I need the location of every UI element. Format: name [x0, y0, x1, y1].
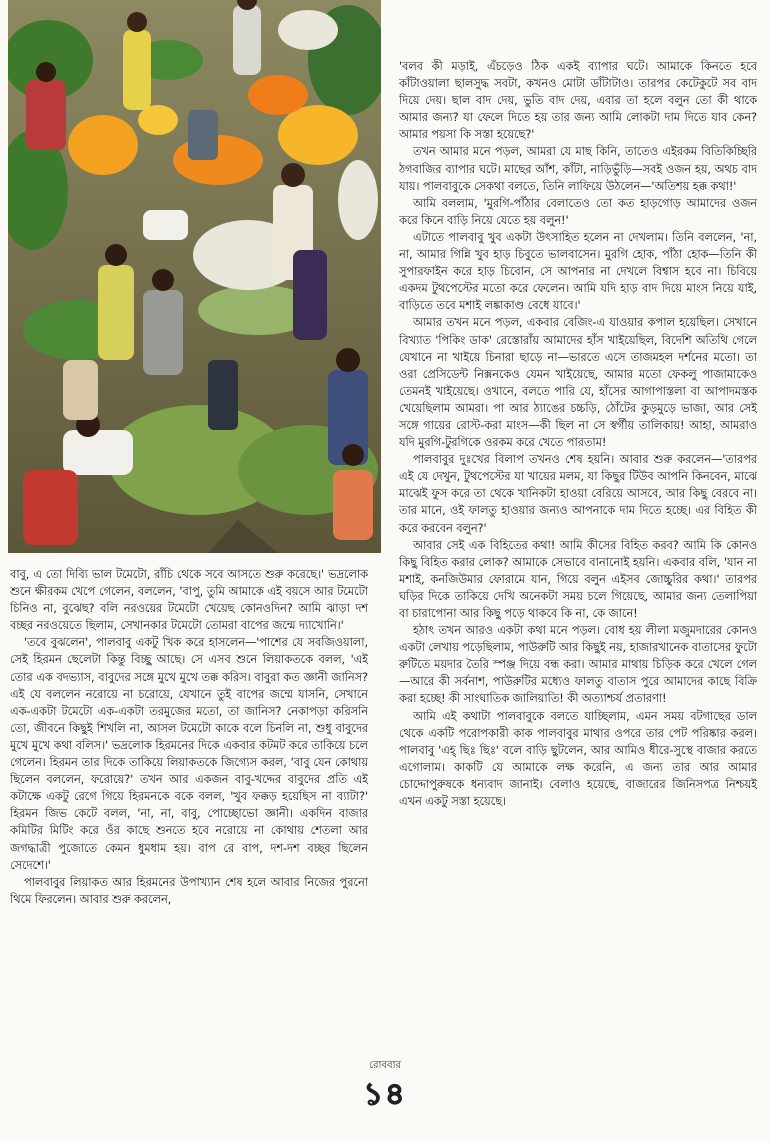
right-paragraph-4: এটাতে পালবাবু খুব একটা উৎসাহিত হলেন না দেখলাম। তিনি বললেন, 'না, না, আমার গিন্নি খুব হাড় চিবুতে ভালবাসেন। মুরগি হোক, পাঁঠা হোক—তিনি কী সুপারফাইন করে হাড় চিবোন, সে আপনার না দেখলে বিশ্বাস হবে না। চিবিয়ে একদম টুথপেস্টের মতো করে ফেলেন। আমি যদি হাড় বাদ দিয়ে মাংস নিয়ে যাই, বাড়িতে তবে মশাই লঙ্কাকাণ্ড বেধে যাবে।': [399, 229, 757, 313]
right-paragraph-3: আমি বললাম, 'মুরগি-পাঁঠার বেলাতেও তো কত হাড়গোড় আমাদের ওজন করে কিনে বাড়ি নিয়ে যেতে হয় বলুন!': [399, 195, 757, 227]
vegetable-market-illustration: [8, 0, 381, 553]
magazine-name: রোববার: [369, 1060, 401, 1071]
market-photo: [8, 0, 381, 553]
right-paragraph-7: আবার সেই এক বিহিতের কথা! আমি কীসের বিহিত করব? আমি কি কোনও কিছু বিহিত করার লোক? আমাকে সেভাবে বানানোই হয়নি। একবার বলি, 'যান না মশাই, কনজিউমার ফোরামে যান, গিয়ে বলুন এইসব জোচ্চুরির কথা।' তারপর ঘড়ির দিকে তাকিয়ে দেখি অনেকটা সময় চলে গিয়েছে, আমার জন্য তেলাপিয়া বা চারাপোনা আর কিছু পড়ে থাকবে কি না, কে জানে!: [399, 537, 757, 620]
right-paragraph-6: পালবাবুর দুঃখের বিলাপ তখনও শেষ হয়নি। আবার শুরু করলেন—'তারপর এই যে দেখুন, টুথপেস্টের যা খায়ের মলম, যা কিছুর টিউব আপনি কিনবেন, মাঝে মাঝেই ফুস করে তা থেকে খানিকটা হাওয়া বেরিয়ে আসবে, আর কিছু বেরবে না। তার মানে, ওই ফালতু হাওয়ার জন্যও আপনাকে দাম দিতে হচ্ছে। এর বিহিত কী করে করবেন বলুন?': [399, 452, 757, 535]
right-text-column: [399, 58, 757, 1038]
right-paragraph-9: আমি এই কথাটা পালবাবুকে বলতে যাচ্ছিলাম, এমন সময় বটগাছের ডাল থেকে একটি পরোপকারী কাক পালবাবুর মাথার ওপরে তার পেট পরিষ্কার করল। পালবাবু 'এহ্‌ ছিঃ ছিঃ' বলে বাড়ি ছুটলেন, আর আমিও ধীরে-সুস্থে বাজার করতে এগোলাম। কাকটি যে আমাকে লক্ষ করেনি, এ জন্য তার আর আমার চোদ্দোপুরুষকে ধন্যবাদ জানাই। বেলাও হয়েছে, বাজারের জিনিসপত্র নিশ্চয়ই এখন একটু সস্তা হয়েছে।: [399, 708, 757, 809]
right-paragraph-2: তখন আমার মনে পড়ল, আমরা যে মাছ কিনি, তাতেও এইরকম বিতিকিচ্ছিরি ঠগবাজির ব্যাপার ঘটে। মাছের আঁশ, কাঁটা, নাড়িভুঁড়ি—সবই ওজন হয়, অথচ বাদ যায়। পালবাবুকে সেকথা বলতে, তিনি লাফিয়ে উঠলেন—'অতিশয় হক্ক কথা!': [399, 144, 757, 193]
page-number: ১৪: [363, 1077, 407, 1112]
right-paragraph-8: হঠাৎ তখন আরও একটা কথা মনে পড়ল। বোধ হয় লীলা মজুমদারের কোনও একটা লেখায় পড়েছিলাম, পাউরুটি আর কিছুই নয়, হাজারখানেক বাতাসের ফুটো রুটিতে ময়দার তৈরি স্পঞ্জ দিয়ে বন্ধ করা। আমার মাথায় চিড়িক করে খেলে গেল—আরে কী সর্বনাশ, পাউরুটির মধ্যেও ফালতু বাতাস পুরে আমাদের কাছে বিক্রি করা হচ্ছে! কী সাংঘাতিক জালিয়াতি! কী অত্যাশ্চর্য প্রতারণা!: [399, 623, 757, 706]
left-paragraph-2: 'তবে বুঝলেন', পালবাবু একটু খিক করে হাসলেন—'পাশের যে সবজিওয়ালা, সেই হিরমন ছেলেটা কিন্তু বিচ্ছু আছে। সে এসব শুনে লিয়াকতকে বলল, 'এই তোর এক বদভ্যাস, বাবুদের সঙ্গে মুখে মুখে তক্ক করিস। বাবুরা কত জ্ঞানী জানিস? এই যে বললেন নরোয়ে না চরোয়ে, যেখানে তুই বাপের জম্মে যাসনি, সেখানে এক-একটা টমেটো এক-একটা তরমুজের মতো, তা জানিস? নেকাপড়া করিসনি তো, জীবনে কিছুই শিখলি না, আসল টমেটো কাকে বলে চিনলি না, শুধু বাবুদের মুখে মুখে কথা বলিস।' ভদ্রলোক হিরমনের দিকে একবার কটমট করে তাকিয়ে চলে গেলেন। হিরমন তার দিকে তাকিয়ে লিয়াকতকে জিগ্যেস করল, 'বাবু যেন কোথায় ছিলেন বললেন, ফরোয়ে?' তখন আর একজন বাবু-খদ্দের বাবুদের প্রতি এই কটাক্ষে একটু রেগে গিয়ে হিরমনকে বকে বলল, 'খুব ফক্কড় হয়েছিস না ব্যাটা?' হিরমন জিভ কেটে বলল, 'না, না, বাবু, পোচ্ছোভো জ্ঞানী। একদিন বাজার কমিটির মিটিং করে ওঁর কাছে শুনতে হবে নরোয়ে না কোথায় শেতলা আর জগদ্ধাত্রী পুজোতে কেমন ধুমধাম হয়। বাপ রে বাপ, দশ-দশ বচ্ছর ছিলেন সেদেশে।': [10, 635, 368, 872]
right-paragraph-5: আমার তখন মনে পড়ল, একবার বেজিং-এ যাওয়ার কপাল হয়েছিল। সেখানে বিখ্যাত 'পিকিং ডাক' রেস্তোরাঁয় আমাদের হাঁস খাইয়েছিল, বিদেশি অতিথি গেলে যেখানে না খাইয়ে চিনারা ছাড়ে না—ভারতে এসে তাজমহল দর্শনের মতো। তা ওরা প্রেসিডেন্ট নিক্সনকেও যেমন খাইয়েছে, আমার মতো ফেকলু পাজামাকেও তেমনই খাইয়েছে। ওখানে, বলতে পারি যে, হাঁসের আগাপাস্তলা বা আপাদমস্তক খেয়েছিলাম আমরা। পা আর ঠ্যাঙের চচ্চড়ি, ঠোঁটের কুড়মুড়ে ভাজা, আর সেই সঙ্গে গায়ের রোস্ট-করা মাংস—কী ছিল না সে স্বর্গীয় তালিকায়! আহা, আমরাও যদি মুরগি-টুরগিকে ওরকম করে খেতে পারতাম!: [399, 315, 757, 450]
right-paragraph-1: 'বলব কী মড়াই, এঁচড়েও ঠিক একই ব্যাপার ঘটে। আমাকে কিনতে হবে কাঁটাওয়ালা ছালসুদ্ধ সবটা, কখনও মোটা ডাঁটাটাও। তারপর কেটেকুটে সব বাদ দিয়ে দেয়। ছাল বাদ দেয়, ভুতি বাদ দেয়, এবার তা হলে বলুন তো কী থাকে আমার জন্য? যা ফেলে দিতে হয় তার জন্য আমি লোকটা দাম দিতে যাব কেন? আমার পয়সা কি সস্তা হয়েছে?': [399, 59, 757, 142]
left-text-column: [10, 566, 368, 1036]
left-paragraph-3: পালবাবুর লিয়াকত আর হিরমনের উপাখ্যান শেষ হলে আবার নিজের পুরনো থিমে ফিরলেন। আবার শুরু করলেন,: [10, 874, 368, 906]
left-paragraph-1: বাবু, এ তো দিব্যি ভাল টমেটো, রাঁচি থেকে সবে আসতে শুরু করেছে।' ভদ্রলোক শুনে ক্ষীরকম খেপে গেলেন, বললেন, 'বাপু, তুমি আমাকে এই বয়সে আর টমেটো চিনিও না, বুঝেছ? বলি নরওয়ের টমেটো খেয়েছ কোনওদিন? আমি ঝাড়া দশ বচ্ছর নরওয়েতে ছিলাম, সেখানকার টমেটো তোমরা বাপের জন্মে দ্যাখোনি।': [10, 567, 368, 633]
